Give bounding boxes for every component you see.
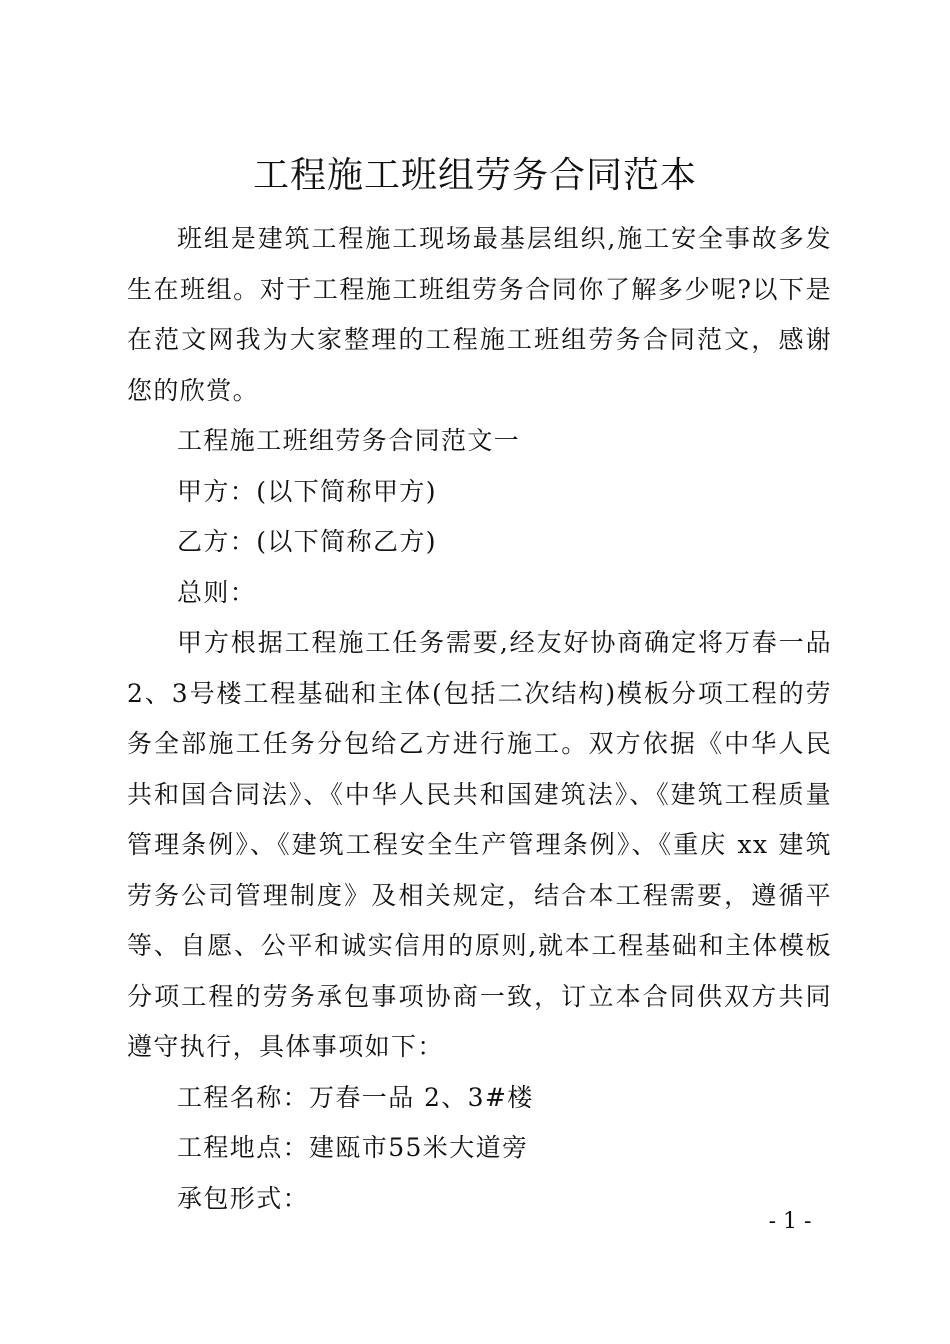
project-name-line: 工程名称：万春一品 2、3#楼 bbox=[177, 1082, 534, 1112]
page-number: - 1 - bbox=[768, 1209, 812, 1234]
general-paragraph: 甲方根据工程施工任务需要,经友好协商确定将万春一品2、3号楼工程基础和主体(包括二次结构)模板分项工程的劳务全部施工任务分包给乙方进行施工。双方依据《中华人民共和国合同法》、《中华人民共和国建筑法》、《建筑工程质量管理条例》、《建筑工程安全生产管理条例》、《重庆 xx 建筑劳务公司管理制度》及相关规定，结合本工程需要，遵循平等、自愿、公平和诚实信用的原则,就本工程基础和主体模板分项工程的劳务承包事项协商一致，订立本合同供双方共同遵守执行，具体事项如下： bbox=[127, 628, 832, 1061]
intro-paragraph: 班组是建筑工程施工现场最基层组织,施工安全事故多发生在班组。对于工程施工班组劳务合同你了解多少呢?以下是在范文网我为大家整理的工程施工班组劳务合同范文，感谢您的欣赏。 bbox=[127, 224, 832, 405]
party-a-line: 甲方：(以下简称甲方) bbox=[177, 476, 437, 506]
contract-form-line: 承包形式： bbox=[177, 1183, 310, 1213]
general-heading: 总则： bbox=[177, 577, 257, 607]
document-title: 工程施工班组劳务合同范本 bbox=[252, 155, 697, 196]
section-heading: 工程施工班组劳务合同范文一 bbox=[177, 426, 521, 455]
document-body bbox=[127, 214, 832, 1224]
project-location-line: 工程地点：建瓯市55米大道旁 bbox=[177, 1133, 529, 1162]
party-b-line: 乙方：(以下简称乙方) bbox=[177, 527, 437, 556]
